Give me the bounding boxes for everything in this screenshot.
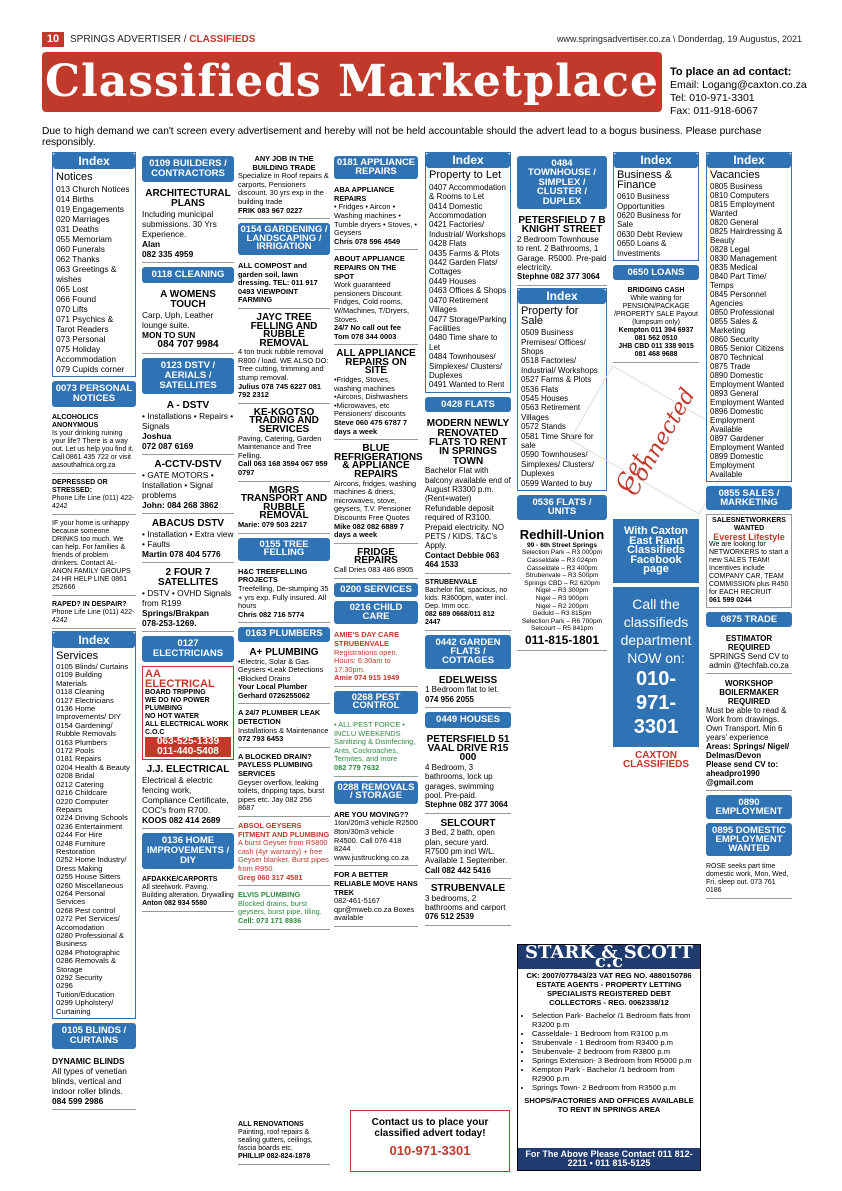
- ad: BLUE REFRIGERATIONS & APPLIANCE REPAIRS Aircons, fridges, washing machines & driers, microwaves, stove, geysers, T.V. Pensioner Discounts Free Quotes Mike 082 082 6889 7 days a week: [334, 442, 418, 544]
- list-item: 0480 Time share to Let: [429, 333, 498, 352]
- ad: STRUBENVALE 3 bedrooms, 2 bathrooms and carport 076 512 2539: [425, 881, 511, 926]
- disclaimer: Due to high demand we can't screen every advertisement and hereby will not be held accountable should the advert lead to a bogus business. Please purchase responsibly.: [42, 126, 762, 148]
- list-item: 0163 Plumbers: [56, 737, 108, 747]
- ad: DYNAMIC BLINDS All types of venetian blinds, vertical and indoor roller blinds. 084 599 2986: [52, 1053, 136, 1110]
- ad: ABSOL GEYSERS FITMENT AND PLUMBING A burst Geyser from R5800 cash (4yr warranty) + free Geyser blanket. Burst pipes from R950. Greg 060 317 4581: [238, 819, 330, 886]
- section-header: 0123 DSTV / AERIALS / SATELLITES: [142, 358, 234, 394]
- ad: FOR A BETTER RELIABLE MOVE HANS TREK 082-461-5167 qpr@mweb.co.za Boxes available: [334, 868, 418, 927]
- section-header: 0155 TREE FELLING: [238, 538, 330, 561]
- section-header: 0875 TRADE: [706, 612, 792, 627]
- ad: IF your home is unhappy because someone DRINKS too much. We can help. For families & friends of problem drinkers. Contact AL-ANON FAMILY GROUPS 24 HR HELP LINE 0861 252666: [52, 517, 136, 596]
- list-item: 0484 Townhouses/ Simplexes/ Clusters/ Duplexes: [429, 352, 502, 380]
- column-1: [52, 152, 136, 1112]
- section-header: 0855 SALES / MARKETING: [706, 486, 792, 510]
- ad: J.J. ELECTRICAL Electrical & electric fencing work, Compliance Certificate, COC's from R700. KOOS 082 414 2689: [142, 762, 234, 829]
- list-item: 019 Engagements: [56, 204, 124, 214]
- list-item: 0284 Photographic: [56, 947, 120, 957]
- list-item: 013 Church Notices: [56, 184, 130, 194]
- notices-list: [56, 184, 132, 374]
- ad: ARCHITECTURAL PLANS Including municipal submissions. 30 Yrs Experience. Alan 082 335 4959: [142, 186, 234, 263]
- ad: A+ PLUMBING •Electric, Solar & Gas Geysers •Leak Detections •Blocked Drains Your Local Plumber Gerhard 0726255062: [238, 646, 330, 705]
- list-item: 0545 Houses: [521, 393, 569, 403]
- list-item: 0435 Farms & Plots: [429, 248, 500, 258]
- list-item: 0280 Professional & Business: [56, 931, 124, 949]
- list-item: 0825 Hairdressing & Beauty: [710, 227, 783, 245]
- ad-aa-electrical: AA ELECTRICAL BOARD TRIPPING WE DO NO POWER PLUMBING NO HOT WATER ALL ELECTRICAL WORK C.O.C 063-525-1339 011-440-5408: [142, 666, 234, 760]
- get-connected-graphic: Get Connected: [570, 366, 743, 515]
- list-item: Nigel – R3 300pm: [535, 587, 589, 595]
- list-item: 0815 Employment Wanted: [710, 200, 775, 218]
- section-header: 0890 EMPLOYMENT: [706, 795, 792, 819]
- ad: SALESNETWORKERS WANTED Everest Lifestyle We are looking for NETWORKERS to start a new SALES TEAM! Incentives include COMPANY CAR, TEAM COMMISSION plus R450 for EACH RECRUIT 061 599 0244: [706, 514, 792, 608]
- list-item: 0118 Cleaning: [56, 687, 105, 697]
- ad: SELCOURT 3 Bed, 2 bath, open plan, secure yard. R7500 pm incl W/L. Available 1 September. Call 082 442 5416: [425, 816, 511, 879]
- list-item: 0208 Bridal: [56, 771, 95, 781]
- column-8: [706, 152, 792, 901]
- ad: A 24/7 PLUMBER LEAK DETECTION Installations & Maintenance 072 793 6453: [238, 706, 330, 747]
- list-item: 0890 Domestic Employment Wanted: [710, 371, 784, 389]
- list-item: 0216 Childcare: [56, 788, 108, 798]
- ad: WORKSHOP BOILERMAKER REQUIRED Must be able to read & Work from drawings. Own Transport. Min 6 years' experience Areas: Springs/ Nigel/ Delmas/Devon Please send CV to: aheadpro1990 @gmail.com: [706, 676, 792, 791]
- list-item: 0449 Houses: [429, 276, 477, 286]
- ad: ANY JOB IN THE BUILDING TRADE Specialize in Roof repairs & carports, Pensioners discount. 30 yrs exp in the building trade FRIK 083 967 0227: [238, 152, 330, 219]
- section-header: 0895 DOMESTIC EMPLOYMENT WANTED: [706, 823, 792, 856]
- ad: ROSE seeks part time domestic work, Mon, Wed, Fri, sleep out. 073 761 0186: [706, 860, 792, 899]
- list-item: 0828 Legal: [710, 245, 750, 254]
- ad: • ALL PEST FORCE • INCLU WEEKENDS Sanitizing & Disinfecting, Ants, Cockroaches, Termites, and more 082 779 7632: [334, 718, 418, 777]
- list-item: 0840 Part Time/ Temps: [710, 272, 767, 290]
- ad: ABACUS DSTV • Installation • Extra view • Faults Martin 078 404 5776: [142, 516, 234, 563]
- list-item: 0296 Tuition/Education: [56, 981, 115, 999]
- vac-list: [710, 182, 788, 479]
- list-item: Nigel – R3 900pm: [535, 594, 589, 602]
- list-item: 055 Memoriam: [56, 234, 112, 244]
- list-item: 065 Lost: [56, 284, 89, 294]
- ad: A-CCTV-DSTV • GATE MOTORS • Installation • Signal problems John: 084 268 3862: [142, 457, 234, 514]
- ad: PETERSFIELD 7 B KNIGHT STREET 2 Bedroom Townhouse to rent. 2 Bathrooms, 1 Garage. R5000. Pre-paid electricity. Stephne 082 377 3064: [517, 213, 607, 286]
- list-item: WE DO NO POWER: [145, 697, 210, 704]
- page-number: 10: [42, 32, 64, 47]
- list-item: 0477 Storage/Parking Facilities: [429, 314, 507, 333]
- stark-footer: For The Above Please Contact 011 812-2211 • 011 815-5125: [518, 1148, 700, 1170]
- redhill-list: [517, 549, 607, 633]
- let-list: [429, 183, 507, 390]
- list-item: 060 Funerals: [56, 244, 105, 254]
- list-item: 0255 House Sitters: [56, 872, 121, 882]
- list-item: ALL ELECTRICAL WORK: [145, 721, 229, 728]
- ad: FRIDGE REPAIRS Call Dries 083 486 8905: [334, 546, 418, 579]
- list-item: 0105 Blinds/ Curtains: [56, 662, 129, 671]
- ad: ARE YOU MOVING?? 1ton/20m3 vehicle R2500 8ton/30m3 vehicle R4500. Call 076 418 8244 www.justtrucking.co.za: [334, 808, 418, 867]
- index-property-let: Index Property to Let 0407 Accommodation & Rooms to Let 0414 Domestic Accommodation 0421 Factories/ Industrial/ Workshops 0428 Flats 0435 Farms & Plots 0442 Garden Flats/ Cottages 0449 Houses 0463 Offices & Shops 0470 Retirement Villages 0477 Storage/Parking Facilities 0480 Time share to Let 0484 Townhouses/ Simplexes/ Clusters/ Duplexes 0491 Wanted to Rent: [425, 152, 511, 393]
- list-item: 0875 Trade: [710, 362, 751, 371]
- list-item: 0136 Home Improvements/ DIY: [56, 704, 121, 722]
- list-item: 0299 Upholstery/ Curtaining: [56, 998, 114, 1016]
- ad: EDELWEISS 1 Bedroom flat to let. 074 956 2055: [425, 673, 511, 708]
- list-item: 0518 Factories/ Industrial/ Workshops: [521, 356, 598, 375]
- list-item: 066 Found: [56, 294, 97, 304]
- index-vacancies: Index Vacancies 0805 Business 0810 Computers 0815 Employment Wanted 0820 General 0825 Hairdressing & Beauty 0828 Legal 0830 Management 0835 Medical 0840 Part Time/ Temps 0845 Personnel Agencies 0850 Professional 0855 Sales & Marketing 0860 Security 0865 Senior Citizens 0870 Technical 0875 Trade 0890 Domestic Employment Wanted 0893 General Employment Wanted 0896 Domestic Employment Available 0897 Gardener Employment Wanted 0899 Domestic Employment Available: [706, 152, 792, 482]
- list-item: 0610 Business Opportunities: [617, 192, 670, 211]
- stark-list: [518, 1009, 700, 1094]
- ad: A - DSTV • Installations • Repairs • Signals Joshua 072 087 6169: [142, 398, 234, 455]
- section-header: 0163 PLUMBERS: [238, 627, 330, 642]
- list-item: 0620 Business for Sale: [617, 211, 682, 230]
- list-item: 031 Deaths: [56, 224, 99, 234]
- column-3-bottom: [238, 1118, 330, 1167]
- section-header: 0073 PERSONAL NOTICES: [52, 381, 136, 407]
- list-item: 0421 Factories/ Industrial/ Workshops: [429, 220, 506, 239]
- list-item: 0224 Driving Schools: [56, 813, 128, 823]
- list-item: 063 Greetings & wishes: [56, 264, 117, 284]
- ad: ALL COMPOST and garden soil, lawn dressing. TEL: 011 917 0493 VIEWPOINT FARMING: [238, 259, 330, 309]
- list-item: 0870 Technical: [710, 353, 764, 362]
- section-header: 0268 PEST CONTROL: [334, 691, 418, 714]
- list-item: 0264 Personal Services: [56, 888, 105, 907]
- masthead: Classifieds Marketplace: [42, 52, 662, 112]
- ad: PETERSFIELD 51 VAAL DRIVE R15 000 4 Bedroom, 3 bathrooms, lock up garages, swimming pool. Pre-paid. Stephne 082 377 3064: [425, 732, 511, 814]
- ad: 2 FOUR 7 SATELLITES • DSTV • OVHD Signals from R199 Springs/Brakpan 078-253-1269.: [142, 565, 234, 632]
- list-item: 0414 Domestic Accommodation: [429, 201, 487, 221]
- list-item: C.O.C: [145, 729, 165, 736]
- column-5: [425, 152, 511, 928]
- list-item: PLUMBING: [145, 705, 183, 712]
- list-item: 0830 Management: [710, 254, 777, 263]
- section-header: 0536 FLATS / UNITS: [517, 495, 607, 520]
- list-item: 0127 Electricians: [56, 695, 114, 705]
- index-property-sale: Index Property for Sale 0509 Business Premises/ Offices/ Shops 0518 Factories/ Industrial/ Workshops 0527 Farms & Plots 0536 Flats 0545 Houses 0563 Retirement Villages 0572 Stands 0581 Time Share for sale 0590 Townhouses/ Simplexes/ Clusters/ Duplexes 0599 Wanted to buy: [517, 288, 607, 491]
- list-item: 079 Cupids corner: [56, 364, 125, 374]
- section-header: 0136 HOME IMPROVEMENTS / DIY: [142, 833, 234, 869]
- ad: ALL APPLIANCE REPAIRS ON SITE •Fridges, Stoves, washing machines •Aircons, Dishwashers •Microwaves, etc Pensioners' discounts Steve 060 475 6787 7 days a week: [334, 347, 418, 440]
- list-item: BOARD TRIPPING: [145, 689, 206, 696]
- list-item: 0407 Accommodation & Rooms to Let: [429, 182, 506, 202]
- ad: RAPED? IN DESPAIR? Phone Life Line (011) 422-4242: [52, 598, 136, 629]
- section-header: 0181 APPLIANCE REPAIRS: [334, 156, 418, 179]
- ad: AMIE'S DAY CARE STRUBENVALE Registrations open. Hours: 6:30am to 17:30pm. Amie 074 915 1949: [334, 628, 418, 687]
- phone: 011-440-5408: [145, 747, 231, 757]
- list-item: 0220 Computer Repairs: [56, 796, 109, 814]
- section-header: 0442 GARDEN FLATS / COTTAGES: [425, 635, 511, 669]
- list-item: 0509 Business Premises/ Offices/ Shops: [521, 328, 586, 356]
- list-item: 0428 Flats: [429, 239, 467, 249]
- ad: STRUBENVALE Bachelor flat, spacious, no kids. R3600pm, water incl. Dep. Imm occ. 082 689 0668/011 812 2447: [425, 576, 511, 631]
- ad-redhill: Redhill-Union 99 - 6th Street Springs Selection Park – R3 000pm Casseldale – R3 024pm Casseldale – R3 400pm Strubenvale – R3 500pm Springs CBD – R2 620pm Nigel – R3 300pm Nigel – R3 900pm Nigel – R2 200pm Geduld – R3 815pm Selection Park – R6 700pm Selcourt – R5 841pm 011-815-1801: [517, 524, 607, 651]
- section-header: 0484 TOWNHOUSE / SIMPLEX / CLUSTER / DUPLEX: [517, 156, 607, 209]
- call-promo: Call the classifieds department NOW on: 010-971-3301: [613, 587, 699, 747]
- ad: MGRS TRANSPORT AND RUBBLE REMOVAL Marie: 079 503 2217: [238, 484, 330, 534]
- section-header: 0428 FLATS: [425, 397, 511, 412]
- section-header: 0288 REMOVALS / STORAGE: [334, 781, 418, 804]
- ad: AFDAKKE/CARPORTS All steelwork. Paving. Building alteration. Drywalling Anton 082 934 5580: [142, 873, 234, 912]
- section-header: 0154 GARDENING / LANDSCAPING / IRRIGATION: [238, 223, 330, 255]
- list-item: 0292 Security: [56, 973, 103, 983]
- list-item: 0204 Health & Beauty: [56, 762, 130, 772]
- list-item: 0630 Debt Review: [617, 229, 683, 239]
- page-date: www.springsadvertiser.co.za \ Donderdag, 19 Augustus, 2021: [556, 34, 802, 44]
- list-item: 0893 General Employment Wanted: [710, 389, 784, 407]
- list-item: • Selection Park- Bachelor /1 Bedroom flats from R3200 p.m: [532, 1011, 696, 1029]
- ad: BRIDGING CASH While waiting for PENSION/PACKAGE /PROPERTY SALE Payout (lumpsum only) Kempton 011 394 6937 081 562 0510 JHB CBD 011 338 9015 081 468 9688: [613, 284, 699, 363]
- list-item: 0563 Retirement Villages: [521, 403, 581, 422]
- stark-scott-ad: STARK & SCOTT c.c CK: 2007/077843/23 VAT REG NO. 4880150786 ESTATE AGENTS - PROPERTY LETTING SPECIALISTS REGISTERED DEBT COLLECTORS - REG. 0062338/12 • Selection Park- Bachelor /1 Bedroom flats from R3200 p.m • Casseldale- 1 Bedroom from R3100 p.m • Strubenvale - 1 Bedroom from R3400 p.m • Strubenvale- 2 bedroom from R3800 p.m • Springs Extension- 3 Bedroom from R5000 p.m • Kempton Park - Bachelor /1 bedroom from R2900 p.m • Springs Town- 2 Bedroom from R3500 p.m SHOPS/FACTORIES AND OFFICES AVAILABLE TO RENT IN SPRINGS AREA For The Above Please Contact 011 812-2211 • 011 815-5125: [517, 944, 701, 1171]
- list-item: 0855 Sales & Marketing: [710, 317, 758, 335]
- ad: A WOMENS TOUCH Carp, Uph, Leather lounge suite. MON TO SUN 084 707 9984: [142, 287, 234, 354]
- list-item: 062 Thanks: [56, 254, 100, 264]
- section-header: 0109 BUILDERS / CONTRACTORS: [142, 156, 234, 182]
- column-4: [334, 152, 423, 929]
- list-item: • Strubenvale- 2 bedroom from R3800 p.m: [532, 1047, 696, 1056]
- list-item: 075 Holiday Accommodation: [56, 344, 117, 364]
- contact-callout: Contact us to place your classified advert today! 010-971-3301: [350, 1110, 510, 1172]
- section-header: 0105 BLINDS / CURTAINS: [52, 1023, 136, 1049]
- list-item: 0572 Stands: [521, 422, 566, 432]
- caxton-logo: CAXTON CLASSIFIEDS: [622, 749, 690, 770]
- ad: MODERN NEWLY RENOVATED FLATS TO RENT IN SPRINGS TOWN Bachelor Flat with balcony available end of August R3300 p.m. (Rent+water) Refundable deposit required of R3100. Prepaid electricity. NO PETS / KIDS. T&C's Apply. Contact Debbie 063 464 1533: [425, 416, 511, 574]
- services-list: [56, 663, 132, 1016]
- list-item: • Springs Town- 2 Bedroom from R3500 p.m: [532, 1083, 696, 1092]
- list-item: 0268 Pest control: [56, 905, 116, 915]
- list-item: 0590 Townhouses/ Simplexes/ Clusters/ Duplexes: [521, 450, 594, 479]
- list-item: 0109 Building Materials: [56, 670, 103, 688]
- ad: ABOUT APPLIANCE REPAIRS ON THE SPOT Work guaranteed pensioners Discount. Fridges, Cold rooms, W/Machines, T/Dryers, Stoves. 24/7 No call out fee Tom 078 344 0003: [334, 252, 418, 345]
- ad: ABA APPLIANCE REPAIRS • Fridges • Aircon • Washing machines • Tumble dryers • Stoves, • Geysers Chris 078 596 4549: [334, 183, 418, 250]
- aa-elec-list: [145, 689, 231, 737]
- list-item: 0896 Domestic Employment Available: [710, 407, 764, 434]
- list-item: 0272 Pet Services/ Accomodation: [56, 914, 120, 932]
- list-item: 0850 Professional: [710, 308, 775, 317]
- section-header: 0118 CLEANING: [142, 267, 234, 283]
- index-services: Index Services 0105 Blinds/ Curtains 0109 Building Materials 0118 Cleaning 0127 Electricians 0136 Home Improvements/ DIY 0154 Gardening/ Rubble Removals 0163 Plumbers 0172 Pools 0181 Repairs 0204 Health & Beauty 0208 Bridal 0212 Catering 0216 Childcare 0220 Computer Repairs 0224 Driving Schools 0236 Entertainment 0244 For Hire 0248 Furniture Restoration 0252 Home Industry/ Dress Making 0255 House Sitters 0260 Miscellaneous 0264 Personal Services 0268 Pest control 0272 Pet Services/ Accomodation 0280 Professional & Business 0284 Photographic 0286 Removals & Storage 0292 Security 0296 Tuition/Education 0299 Upholstery/ Curtaining: [52, 631, 136, 1019]
- list-item: 0212 Catering: [56, 779, 104, 789]
- section-header: 0200 SERVICES: [334, 583, 418, 598]
- list-item: Selection Park – R6 700pm: [521, 617, 603, 625]
- list-item: • Kempton Park - Bachelor /1 bedroom from R2900 p.m: [532, 1065, 696, 1083]
- ad: H&C TREEFELLING PROJECTS Treefelling, De-stumping 35 + yrs exp. Fully insured. All hours Chris 082 716 5774: [238, 565, 330, 624]
- section-header: 0650 LOANS: [613, 265, 699, 280]
- list-item: 0835 Medical: [710, 263, 758, 272]
- list-item: 0536 Flats: [521, 384, 559, 394]
- ad: ELVIS PLUMBING Blocked drains, burst geysers, burst pipe, tiling. Cell: 073 171 8936: [238, 888, 330, 929]
- list-item: 0442 Garden Flats/ Cottages: [429, 258, 498, 277]
- list-item: Casseldale – R3 024pm: [526, 557, 598, 564]
- ad: ALL RENOVATIONS Painting, roof repairs & sealing gutters, ceilings, fascia boards etc. PHILLIP 082-824-1878: [238, 1118, 330, 1165]
- contact-info: To place an ad contact: Email: Logang@caxton.co.za Tel: 010-971-3301 Fax: 011-918-6067: [670, 66, 807, 117]
- list-item: 0527 Farms & Plots: [521, 375, 592, 385]
- list-item: 0244 For Hire: [56, 830, 103, 840]
- ad: KE-KGOTSO TRADING AND SERVICES Paving, Catering, Garden Maintenance and Tree Felling. Call 063 168 3594 067 959 0797: [238, 406, 330, 482]
- list-item: Nigel – R2 200pm: [535, 602, 589, 610]
- top-bar: [42, 32, 802, 48]
- ad: DEPRESSED OR STRESSED: Phone Life Line (011) 422-4242: [52, 476, 136, 515]
- ad: ALCOHOLICS ANONYMOUS Is your drinking ruining your life? There is a way out. Let us help you find it. Call 0861 435 722 or visit aasouthafrica.org.za: [52, 411, 136, 474]
- phone: 063-525-1339: [145, 737, 231, 747]
- list-item: • Casseldale- 1 Bedroom from R3100 p.m: [532, 1029, 696, 1038]
- list-item: 0181 Repairs: [56, 754, 102, 764]
- list-item: Selection Park – R3 000pm: [521, 549, 603, 557]
- list-item: Casseldale – R3 400pm: [526, 564, 598, 572]
- list-item: 0581 Time Share for sale: [521, 431, 594, 450]
- list-item: Selcourt – R5 841pm: [531, 625, 593, 633]
- list-item: 014 Births: [56, 194, 94, 204]
- list-item: 0286 Removals & Storage: [56, 956, 116, 974]
- ad: JAYC TREE FELLING AND RUBBLE REMOVAL 4 ton truck rubble removal R800 / load. WE ALSO DO: Tree cutting, trimming and stump removal. Julius 078 745 6227 081 792 2312: [238, 311, 330, 404]
- list-item: 0805 Business: [710, 182, 763, 191]
- ad: ESTIMATOR REQUIRED SPRINGS Send CV to admin @techfab.co.za: [706, 631, 792, 674]
- list-item: 0491 Wanted to Rent: [429, 380, 505, 390]
- list-item: 0236 Entertainment: [56, 821, 123, 831]
- ad: A BLOCKED DRAIN? PAYLESS PLUMBING SERVICES Geyser overflow, leaking toilets, dripping taps, burst pipes etc. Jay 082 256 8687: [238, 750, 330, 817]
- facebook-promo: With Caxton East Rand Classifieds Facebook page: [613, 519, 699, 582]
- list-item: 0470 Retirement Villages: [429, 295, 489, 315]
- list-item: 0897 Gardener Employment Wanted: [710, 434, 784, 452]
- section-header: 0127 ELECTRICIANS: [142, 636, 234, 662]
- list-item: 0810 Computers: [710, 191, 770, 200]
- list-item: 0599 Wanted to buy: [521, 478, 593, 488]
- column-2: [142, 152, 234, 914]
- list-item: 0248 Furniture Restoration: [56, 838, 106, 856]
- section-header: 0216 CHILD CARE: [334, 601, 418, 624]
- list-item: 0650 Loans & Investments: [617, 239, 667, 258]
- list-item: 0899 Domestic Employment Available: [710, 452, 764, 479]
- list-item: Springs CBD – R2 620pm: [524, 579, 600, 587]
- list-item: 0260 Miscellaneous: [56, 880, 124, 890]
- section-header: 0449 HOUSES: [425, 712, 511, 727]
- list-item: NO HOT WATER: [145, 713, 199, 720]
- column-7: [613, 152, 699, 769]
- index-notices: Index Notices 013 Church Notices 014 Births 019 Engagements 020 Marriages 031 Deaths 055 Memoriam 060 Funerals 062 Thanks 063 Greetings & wishes 065 Lost 066 Found 070 Lifts 071 Psychics & Tarot Readers 073 Personal 075 Holiday Accommodation 079 Cupids corner: [52, 152, 136, 377]
- list-item: 071 Psychics & Tarot Readers: [56, 314, 114, 334]
- index-business: Index Business & Finance 0610 Business Opportunities 0620 Business for Sale 0630 Debt Review 0650 Loans & Investments: [613, 152, 699, 261]
- list-item: 0845 Personnel Agencies: [710, 290, 767, 308]
- list-item: 0172 Pools: [56, 746, 94, 756]
- list-item: Strubenvale – R3 500pm: [525, 572, 599, 580]
- bf-list: [617, 192, 695, 258]
- list-item: Geduld – R3 815pm: [532, 610, 592, 618]
- list-item: 020 Marriages: [56, 214, 110, 224]
- list-item: 0252 Home Industry/ Dress Making: [56, 855, 127, 873]
- list-item: • Springs Extension- 3 Bedroom from R5000 p.m: [532, 1056, 696, 1065]
- list-item: 070 Lifts: [56, 304, 88, 314]
- list-item: 0860 Security: [710, 335, 759, 344]
- list-item: 0865 Senior Citizens: [710, 344, 784, 353]
- column-3: [238, 152, 330, 932]
- list-item: 0154 Gardening/ Rubble Removals: [56, 720, 116, 739]
- list-item: 0463 Offices & Shops: [429, 286, 507, 296]
- list-item: • Strubenvale - 1 Bedroom from R3400 p.m: [532, 1038, 696, 1047]
- publication-name: SPRINGS ADVERTISER / CLASSIFIEDS: [70, 34, 256, 45]
- list-item: 0820 General: [710, 218, 759, 227]
- list-item: 073 Personal: [56, 334, 106, 344]
